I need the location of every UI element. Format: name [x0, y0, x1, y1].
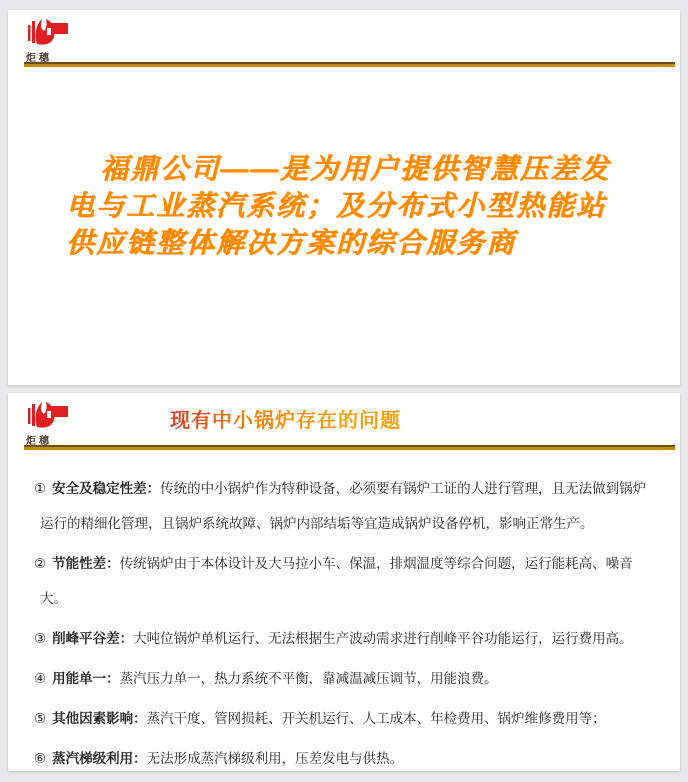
problem-item — [34, 471, 658, 541]
problem-item-text: 大吨位锅炉单机运行、无法根据生产波动需求进行削峰平谷功能运行，运行费用高。 — [133, 631, 633, 646]
logo-text: 炬穗 — [26, 53, 52, 64]
problem-item-text: 传统锅炉由于本体设计及大马拉小车、保温，排烟温度等综合问题，运行能耗高、噪音大。 — [40, 556, 633, 606]
problem-list — [8, 451, 680, 776]
problem-item-label: 安全及稳定性差： — [52, 481, 161, 496]
problem-item-number: ③ — [34, 631, 47, 646]
slide-2-title: 现有中小锅炉存在的问题 — [170, 404, 401, 433]
company-logo — [26, 399, 82, 447]
problem-item-label: 用能单一： — [52, 671, 120, 686]
flame-logo-icon — [26, 16, 72, 48]
logo-text: 炬穗 — [26, 436, 52, 447]
problem-item-label: 削峰平谷差： — [52, 631, 134, 646]
problem-item — [34, 621, 658, 656]
problem-item-label: 其他因素影响： — [52, 711, 147, 726]
problem-item — [34, 741, 658, 776]
header-gold-rule — [24, 445, 675, 450]
problem-item-number: ⑤ — [34, 711, 47, 726]
problem-item-label: 蒸汽梯级利用： — [52, 751, 147, 766]
company-logo — [26, 16, 82, 64]
problem-item-text: 蒸汽压力单一，热力系统不平衡，靠减温减压调节，用能浪费。 — [119, 671, 498, 686]
slide-1-headline: 福鼎公司——是为用户提供智慧压差发电与工业蒸汽系统；及分布式小型热能站供应链整体解决方案的综合服务商 — [66, 153, 611, 258]
problem-item-label: 节能性差： — [52, 556, 120, 571]
problem-item — [34, 701, 658, 736]
problem-item-text: 无法形成蒸汽梯级利用，压差发电与供热。 — [146, 751, 404, 766]
problem-item — [34, 546, 658, 616]
problem-item-number: ① — [34, 481, 47, 496]
slide-1-header — [8, 10, 680, 68]
problem-item-text: 蒸汽干度、管网损耗、开关机运行、人工成本、年检费用、锅炉维修费用等； — [146, 711, 606, 726]
problem-item — [34, 661, 658, 696]
slide-2-header — [8, 393, 680, 451]
slide-2 — [8, 393, 680, 771]
header-gold-rule — [24, 62, 675, 67]
problem-item-number: ② — [34, 556, 47, 571]
problem-item-number: ⑥ — [34, 751, 47, 766]
problem-item-text: 传统的中小锅炉作为特种设备，必须要有锅炉工证的人进行管理，且无法做到锅炉运行的精细化管理，且锅炉系统故障、锅炉内部结垢等宜造成锅炉设备停机，影响正常生产。 — [40, 481, 647, 531]
flame-logo-icon — [26, 399, 72, 431]
slide-1 — [8, 10, 680, 385]
problem-item-number: ④ — [34, 671, 47, 686]
